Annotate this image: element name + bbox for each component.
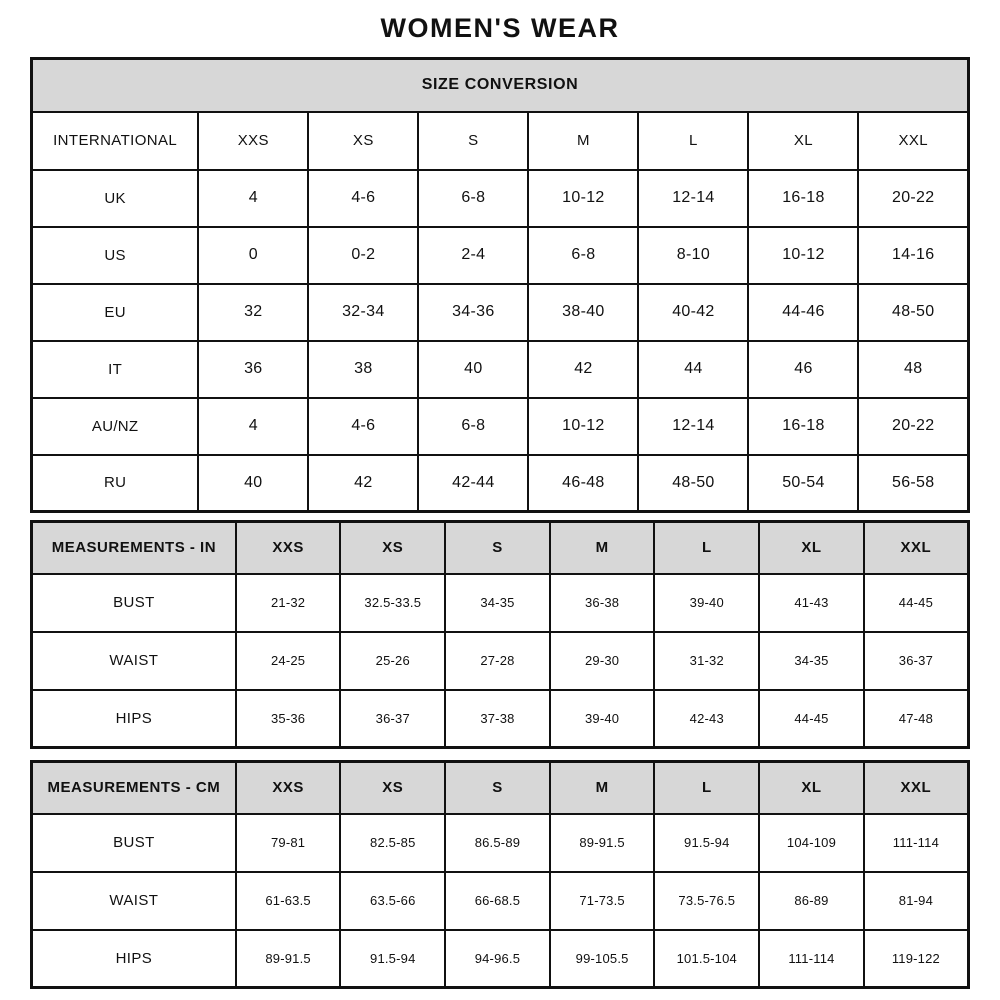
cell-value: 2-4 — [418, 227, 528, 284]
table-row — [32, 398, 969, 455]
cell-value: 12-14 — [638, 398, 748, 455]
row-label: AU/NZ — [32, 398, 199, 455]
cell-value: 34-36 — [418, 284, 528, 341]
label-column-header: MEASUREMENTS - IN — [32, 522, 236, 574]
size-column-header: S — [445, 522, 550, 574]
cell-value: 32 — [198, 284, 308, 341]
row-label: EU — [32, 284, 199, 341]
cell-value: 38 — [308, 341, 418, 398]
size-column-header: XL — [748, 112, 858, 170]
size-column-header: XXS — [198, 112, 308, 170]
cell-value: 99-105.5 — [550, 930, 655, 988]
cell-value: 40 — [198, 455, 308, 512]
table-row — [32, 930, 969, 988]
size-column-header: XXS — [236, 762, 341, 814]
cell-value: 86-89 — [759, 872, 864, 930]
measurements-inches-table — [30, 520, 970, 749]
size-column-header: M — [550, 522, 655, 574]
table-row — [32, 872, 969, 930]
cell-value: 37-38 — [445, 690, 550, 748]
cell-value: 44-46 — [748, 284, 858, 341]
measurements-cm-table — [30, 760, 970, 989]
cell-value: 10-12 — [748, 227, 858, 284]
label-column-header: INTERNATIONAL — [32, 112, 199, 170]
column-header-row — [32, 522, 969, 574]
cell-value: 79-81 — [236, 814, 341, 872]
table-row — [32, 341, 969, 398]
size-column-header: XS — [340, 762, 445, 814]
cell-value: 12-14 — [638, 170, 748, 227]
size-column-header: L — [654, 762, 759, 814]
column-header-row — [32, 112, 969, 170]
size-column-header: L — [654, 522, 759, 574]
cell-value: 104-109 — [759, 814, 864, 872]
cell-value: 29-30 — [550, 632, 655, 690]
size-column-header: XS — [340, 522, 445, 574]
row-label: HIPS — [32, 690, 236, 748]
cell-value: 39-40 — [550, 690, 655, 748]
row-label: UK — [32, 170, 199, 227]
cell-value: 24-25 — [236, 632, 341, 690]
label-column-header: MEASUREMENTS - CM — [32, 762, 236, 814]
size-column-header: S — [418, 112, 528, 170]
size-column-header: XXL — [864, 522, 969, 574]
cell-value: 6-8 — [418, 170, 528, 227]
cell-value: 14-16 — [858, 227, 968, 284]
cell-value: 36-37 — [864, 632, 969, 690]
row-label: IT — [32, 341, 199, 398]
table-row — [32, 284, 969, 341]
cell-value: 38-40 — [528, 284, 638, 341]
cell-value: 71-73.5 — [550, 872, 655, 930]
size-column-header: M — [528, 112, 638, 170]
cell-value: 42 — [308, 455, 418, 512]
table-row — [32, 690, 969, 748]
table-row — [32, 632, 969, 690]
row-label: BUST — [32, 574, 236, 632]
cell-value: 0-2 — [308, 227, 418, 284]
cell-value: 94-96.5 — [445, 930, 550, 988]
cell-value: 61-63.5 — [236, 872, 341, 930]
cell-value: 35-36 — [236, 690, 341, 748]
cell-value: 101.5-104 — [654, 930, 759, 988]
cell-value: 47-48 — [864, 690, 969, 748]
cell-value: 42-44 — [418, 455, 528, 512]
cell-value: 8-10 — [638, 227, 748, 284]
cell-value: 32-34 — [308, 284, 418, 341]
cell-value: 44-45 — [759, 690, 864, 748]
size-column-header: L — [638, 112, 748, 170]
cell-value: 40-42 — [638, 284, 748, 341]
cell-value: 63.5-66 — [340, 872, 445, 930]
cell-value: 16-18 — [748, 170, 858, 227]
table-banner: SIZE CONVERSION — [32, 59, 969, 112]
cell-value: 48-50 — [638, 455, 748, 512]
cell-value: 111-114 — [759, 930, 864, 988]
row-label: BUST — [32, 814, 236, 872]
size-column-header: XL — [759, 522, 864, 574]
cell-value: 21-32 — [236, 574, 341, 632]
cell-value: 42-43 — [654, 690, 759, 748]
cell-value: 89-91.5 — [236, 930, 341, 988]
cell-value: 40 — [418, 341, 528, 398]
table-row — [32, 455, 969, 512]
cell-value: 111-114 — [864, 814, 969, 872]
cell-value: 32.5-33.5 — [340, 574, 445, 632]
size-column-header: XXL — [858, 112, 968, 170]
row-label: WAIST — [32, 632, 236, 690]
cell-value: 4-6 — [308, 170, 418, 227]
row-label: HIPS — [32, 930, 236, 988]
cell-value: 25-26 — [340, 632, 445, 690]
size-column-header: M — [550, 762, 655, 814]
cell-value: 50-54 — [748, 455, 858, 512]
cell-value: 36 — [198, 341, 308, 398]
cell-value: 44 — [638, 341, 748, 398]
cell-value: 4 — [198, 170, 308, 227]
cell-value: 46 — [748, 341, 858, 398]
cell-value: 31-32 — [654, 632, 759, 690]
cell-value: 119-122 — [864, 930, 969, 988]
cell-value: 48 — [858, 341, 968, 398]
cell-value: 6-8 — [528, 227, 638, 284]
cell-value: 16-18 — [748, 398, 858, 455]
cell-value: 91.5-94 — [340, 930, 445, 988]
cell-value: 6-8 — [418, 398, 528, 455]
row-label: US — [32, 227, 199, 284]
cell-value: 48-50 — [858, 284, 968, 341]
cell-value: 42 — [528, 341, 638, 398]
table-row — [32, 814, 969, 872]
cell-value: 36-37 — [340, 690, 445, 748]
size-column-header: XS — [308, 112, 418, 170]
cell-value: 46-48 — [528, 455, 638, 512]
table-row — [32, 227, 969, 284]
table-row — [32, 170, 969, 227]
size-column-header: S — [445, 762, 550, 814]
size-column-header: XXL — [864, 762, 969, 814]
cell-value: 34-35 — [759, 632, 864, 690]
cell-value: 20-22 — [858, 170, 968, 227]
cell-value: 66-68.5 — [445, 872, 550, 930]
row-label: WAIST — [32, 872, 236, 930]
cell-value: 41-43 — [759, 574, 864, 632]
row-label: RU — [32, 455, 199, 512]
page-title: WOMEN'S WEAR — [380, 13, 620, 43]
table-row — [32, 574, 969, 632]
cell-value: 0 — [198, 227, 308, 284]
table-banner-row — [32, 59, 969, 112]
size-column-header: XXS — [236, 522, 341, 574]
cell-value: 82.5-85 — [340, 814, 445, 872]
cell-value: 86.5-89 — [445, 814, 550, 872]
cell-value: 91.5-94 — [654, 814, 759, 872]
cell-value: 44-45 — [864, 574, 969, 632]
cell-value: 27-28 — [445, 632, 550, 690]
cell-value: 73.5-76.5 — [654, 872, 759, 930]
cell-value: 10-12 — [528, 170, 638, 227]
column-header-row — [32, 762, 969, 814]
cell-value: 4 — [198, 398, 308, 455]
cell-value: 39-40 — [654, 574, 759, 632]
size-conversion-table — [30, 57, 970, 513]
cell-value: 81-94 — [864, 872, 969, 930]
cell-value: 36-38 — [550, 574, 655, 632]
cell-value: 56-58 — [858, 455, 968, 512]
cell-value: 89-91.5 — [550, 814, 655, 872]
size-column-header: XL — [759, 762, 864, 814]
cell-value: 34-35 — [445, 574, 550, 632]
cell-value: 4-6 — [308, 398, 418, 455]
cell-value: 20-22 — [858, 398, 968, 455]
cell-value: 10-12 — [528, 398, 638, 455]
